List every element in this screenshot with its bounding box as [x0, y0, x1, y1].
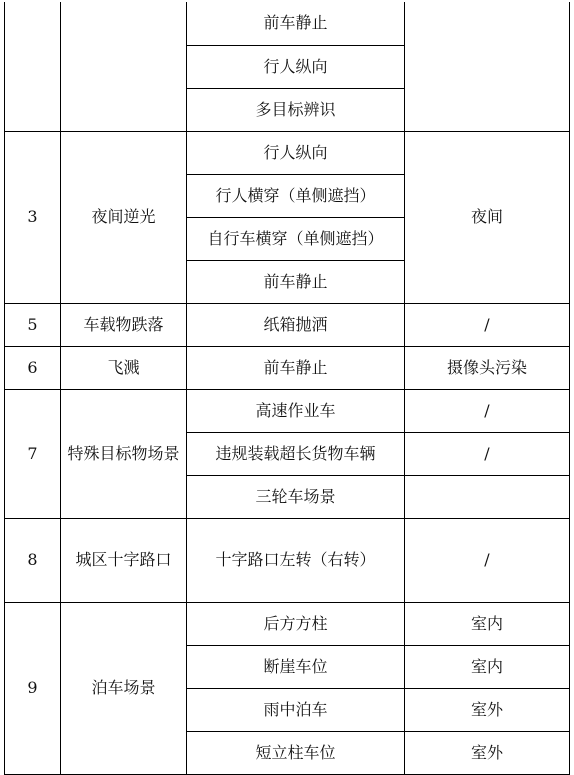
cell-note: 夜间 — [405, 131, 570, 303]
cell-no: 6 — [5, 346, 61, 389]
cell-case: 行人纵向 — [187, 131, 405, 174]
cell-case: 纸箱抛洒 — [187, 303, 405, 346]
cell-no: 3 — [5, 131, 61, 303]
cell-scene: 城区十字路口 — [61, 518, 187, 602]
cell-case: 雨中泊车 — [187, 688, 405, 731]
cell-case: 断崖车位 — [187, 645, 405, 688]
table-row — [5, 389, 570, 432]
cell-no: 8 — [5, 518, 61, 602]
cell-case: 后方方柱 — [187, 602, 405, 645]
cell-scene: 夜间逆光 — [61, 131, 187, 303]
cell-scene: 飞溅 — [61, 346, 187, 389]
scenario-table — [4, 2, 570, 775]
cell-note: / — [405, 432, 570, 475]
table-row — [5, 602, 570, 645]
cell-scene: 泊车场景 — [61, 602, 187, 774]
table-row — [5, 346, 570, 389]
cell-scene: 车载物跌落 — [61, 303, 187, 346]
cell-note — [405, 475, 570, 518]
cell-note — [405, 2, 570, 131]
cell-scene: 特殊目标物场景 — [61, 389, 187, 518]
cell-case: 前车静止 — [187, 2, 405, 45]
cell-case: 前车静止 — [187, 260, 405, 303]
cell-no: 5 — [5, 303, 61, 346]
cell-case: 行人横穿（单侧遮挡） — [187, 174, 405, 217]
cell-no — [5, 2, 61, 131]
cell-case: 高速作业车 — [187, 389, 405, 432]
cell-no: 7 — [5, 389, 61, 518]
cell-no: 9 — [5, 602, 61, 774]
cell-case: 三轮车场景 — [187, 475, 405, 518]
cell-scene — [61, 2, 187, 131]
cell-case: 行人纵向 — [187, 45, 405, 88]
cell-case: 十字路口左转（右转） — [187, 518, 405, 602]
cell-case: 前车静止 — [187, 346, 405, 389]
cell-note: 室外 — [405, 688, 570, 731]
cell-note: / — [405, 303, 570, 346]
table-row — [5, 518, 570, 602]
cell-note: / — [405, 518, 570, 602]
cell-case: 自行车横穿（单侧遮挡） — [187, 217, 405, 260]
table-row — [5, 2, 570, 45]
cell-note: 摄像头污染 — [405, 346, 570, 389]
cell-case: 短立柱车位 — [187, 731, 405, 774]
cell-case: 多目标辨识 — [187, 88, 405, 131]
cell-note: 室外 — [405, 731, 570, 774]
cell-note: 室内 — [405, 602, 570, 645]
table-row — [5, 303, 570, 346]
cell-case: 违规装载超长货物车辆 — [187, 432, 405, 475]
cell-note: 室内 — [405, 645, 570, 688]
cell-note: / — [405, 389, 570, 432]
table-row — [5, 131, 570, 174]
